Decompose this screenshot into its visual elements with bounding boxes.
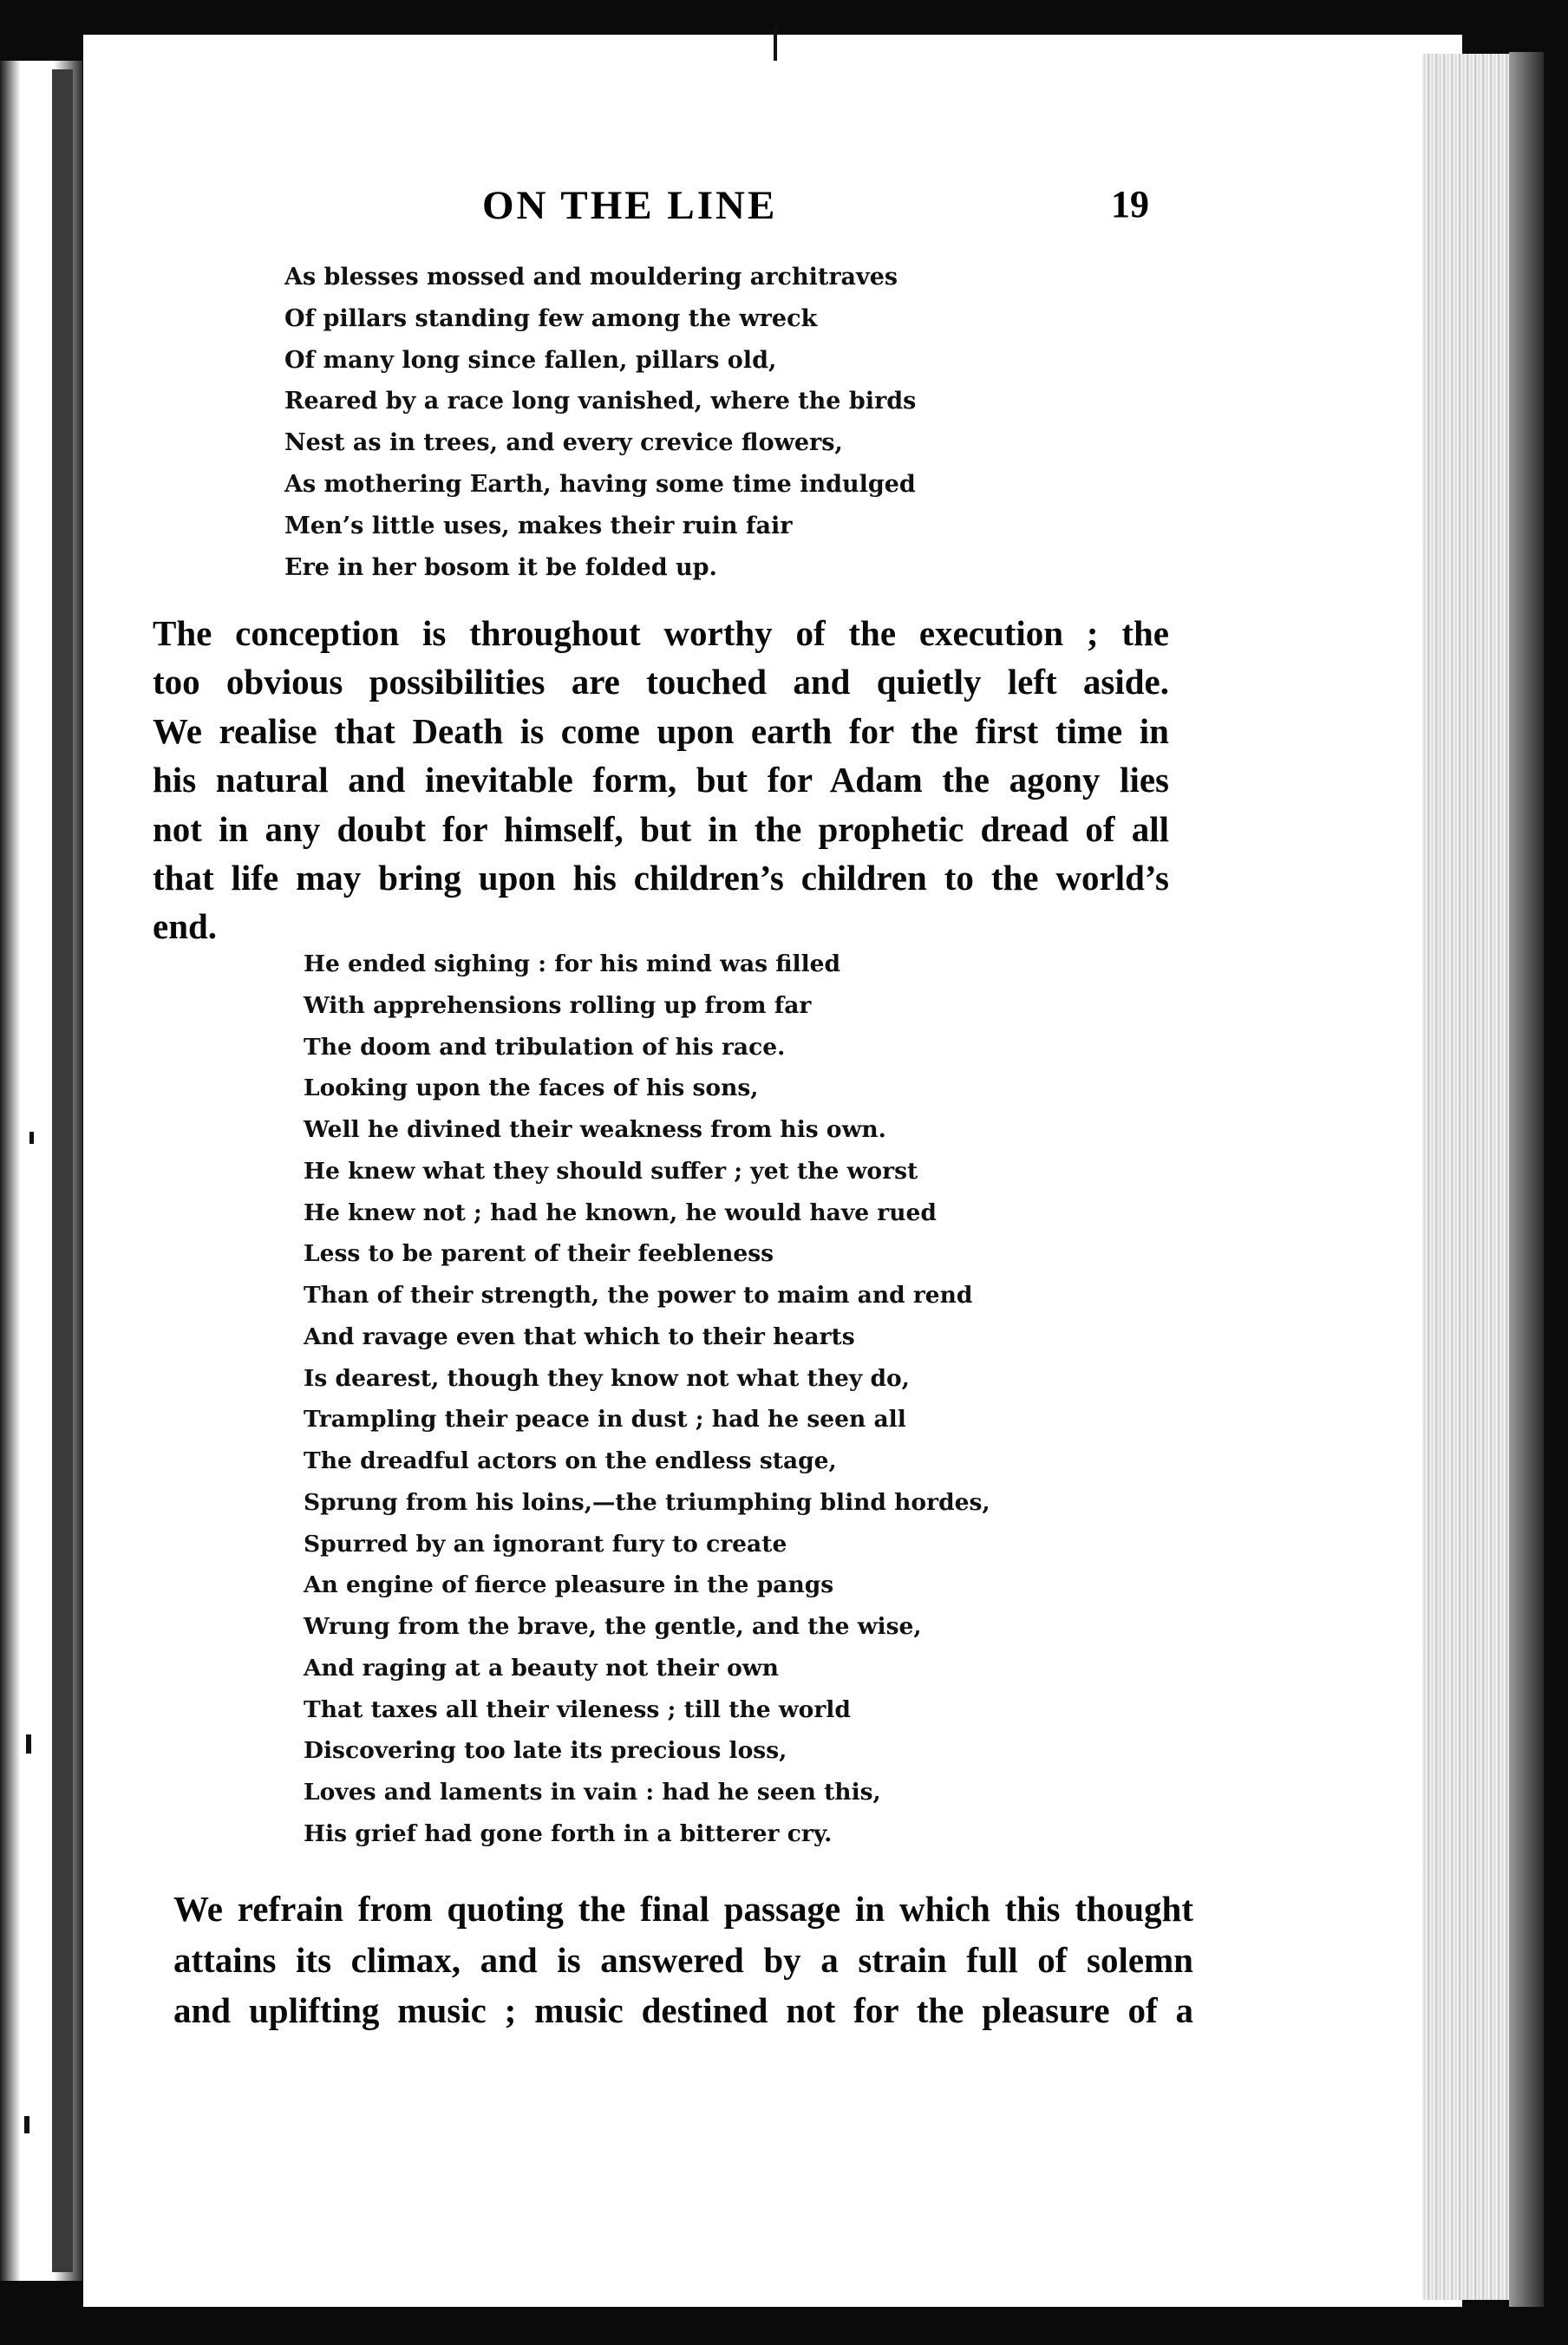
scan-mark	[24, 2116, 29, 2133]
verse-line: As mothering Earth, having some time indulged	[284, 470, 916, 498]
running-title: ON THE LINE	[482, 183, 778, 228]
verse-line: That taxes all their vileness ; till the world	[304, 1695, 851, 1723]
verse-line: Ere in her bosom it be folded up.	[284, 553, 717, 581]
verse-line: And raging at a beauty not their own	[304, 1654, 779, 1682]
verse-line: Wrung from the brave, the gentle, and the wise,	[304, 1613, 922, 1640]
verse-block-1	[284, 257, 916, 588]
verse-line: Sprung from his loins,—the triumphing blind hordes,	[304, 1488, 990, 1516]
prose-line: his natural and inevitable form, but for Adam the agony lies	[153, 760, 1169, 800]
prose-line: and uplifting music ; music destined not for the pleasure of a	[173, 1990, 1193, 2030]
verse-line: Loves and laments in vain : had he seen this,	[304, 1779, 881, 1806]
verse-line: Of many long since fallen, pillars old,	[284, 346, 777, 374]
verse-line: Discovering too late its precious loss,	[304, 1737, 787, 1765]
verse-line: He knew what they should suffer ; yet the worst	[304, 1157, 918, 1185]
page-number: 19	[1111, 183, 1149, 225]
verse-line: Well he divined their weakness from his own.	[304, 1116, 886, 1143]
verse-block-2	[304, 944, 990, 1855]
verse-line: He knew not ; had he known, he would have rued	[304, 1199, 937, 1226]
scan-mark	[774, 26, 777, 61]
verse-line: Is dearest, though they know not what they do,	[304, 1364, 910, 1392]
verse-line: The doom and tribulation of his race.	[304, 1033, 786, 1061]
fore-edge-shadow	[1509, 52, 1544, 2307]
prose-line: The conception is throughout worthy of the execution ; the	[153, 613, 1169, 653]
prose-paragraph-2	[173, 1884, 1193, 2036]
prose-line: that life may bring upon his children’s children to the world’s	[153, 858, 1169, 898]
prose-paragraph-1	[153, 609, 1169, 951]
verse-line: Trampling their peace in dust ; had he seen all	[304, 1406, 906, 1434]
page-header	[482, 182, 1159, 234]
verse-line: With apprehensions rolling up from far	[304, 991, 812, 1019]
verse-line: Looking upon the faces of his sons,	[304, 1075, 759, 1102]
scan-mark	[26, 1734, 31, 1754]
prose-line: not in any doubt for himself, but in the prophetic dread of all	[153, 808, 1169, 849]
book-spine-shadow	[52, 69, 73, 2272]
prose-line: too obvious possibilities are touched and quietly left aside.	[153, 662, 1169, 702]
verse-line: Nest as in trees, and every crevice flowers,	[284, 429, 843, 457]
verse-line: Than of their strength, the power to maim and rend	[304, 1282, 973, 1309]
prose-line: We realise that Death is come upon earth for the first time in	[153, 710, 1169, 751]
prose-line: attains its climax, and is answered by a strain full of solemn	[173, 1939, 1193, 1980]
prose-line: end.	[153, 906, 218, 947]
verse-line: And ravage even that which to their hearts	[304, 1323, 855, 1350]
verse-line: His grief had gone forth in a bitterer cry.	[304, 1819, 833, 1847]
verse-line: The dreadful actors on the endless stage,	[304, 1447, 837, 1474]
verse-line: An engine of fierce pleasure in the pangs	[304, 1571, 834, 1599]
verse-line: Spurred by an ignorant fury to create	[304, 1530, 787, 1558]
verse-line: Of pillars standing few among the wreck	[284, 304, 818, 332]
prose-line: We refrain from quoting the final passage in which this thought	[173, 1889, 1193, 1929]
scan-mark	[29, 1132, 34, 1144]
verse-line: Less to be parent of their feebleness	[304, 1240, 774, 1268]
verse-line: He ended sighing : for his mind was filled	[304, 950, 841, 977]
verse-line: Reared by a race long vanished, where the birds	[284, 388, 917, 415]
verse-line: As blesses mossed and mouldering architraves	[284, 264, 898, 291]
verse-line: Men’s little uses, makes their ruin fair	[284, 512, 793, 539]
